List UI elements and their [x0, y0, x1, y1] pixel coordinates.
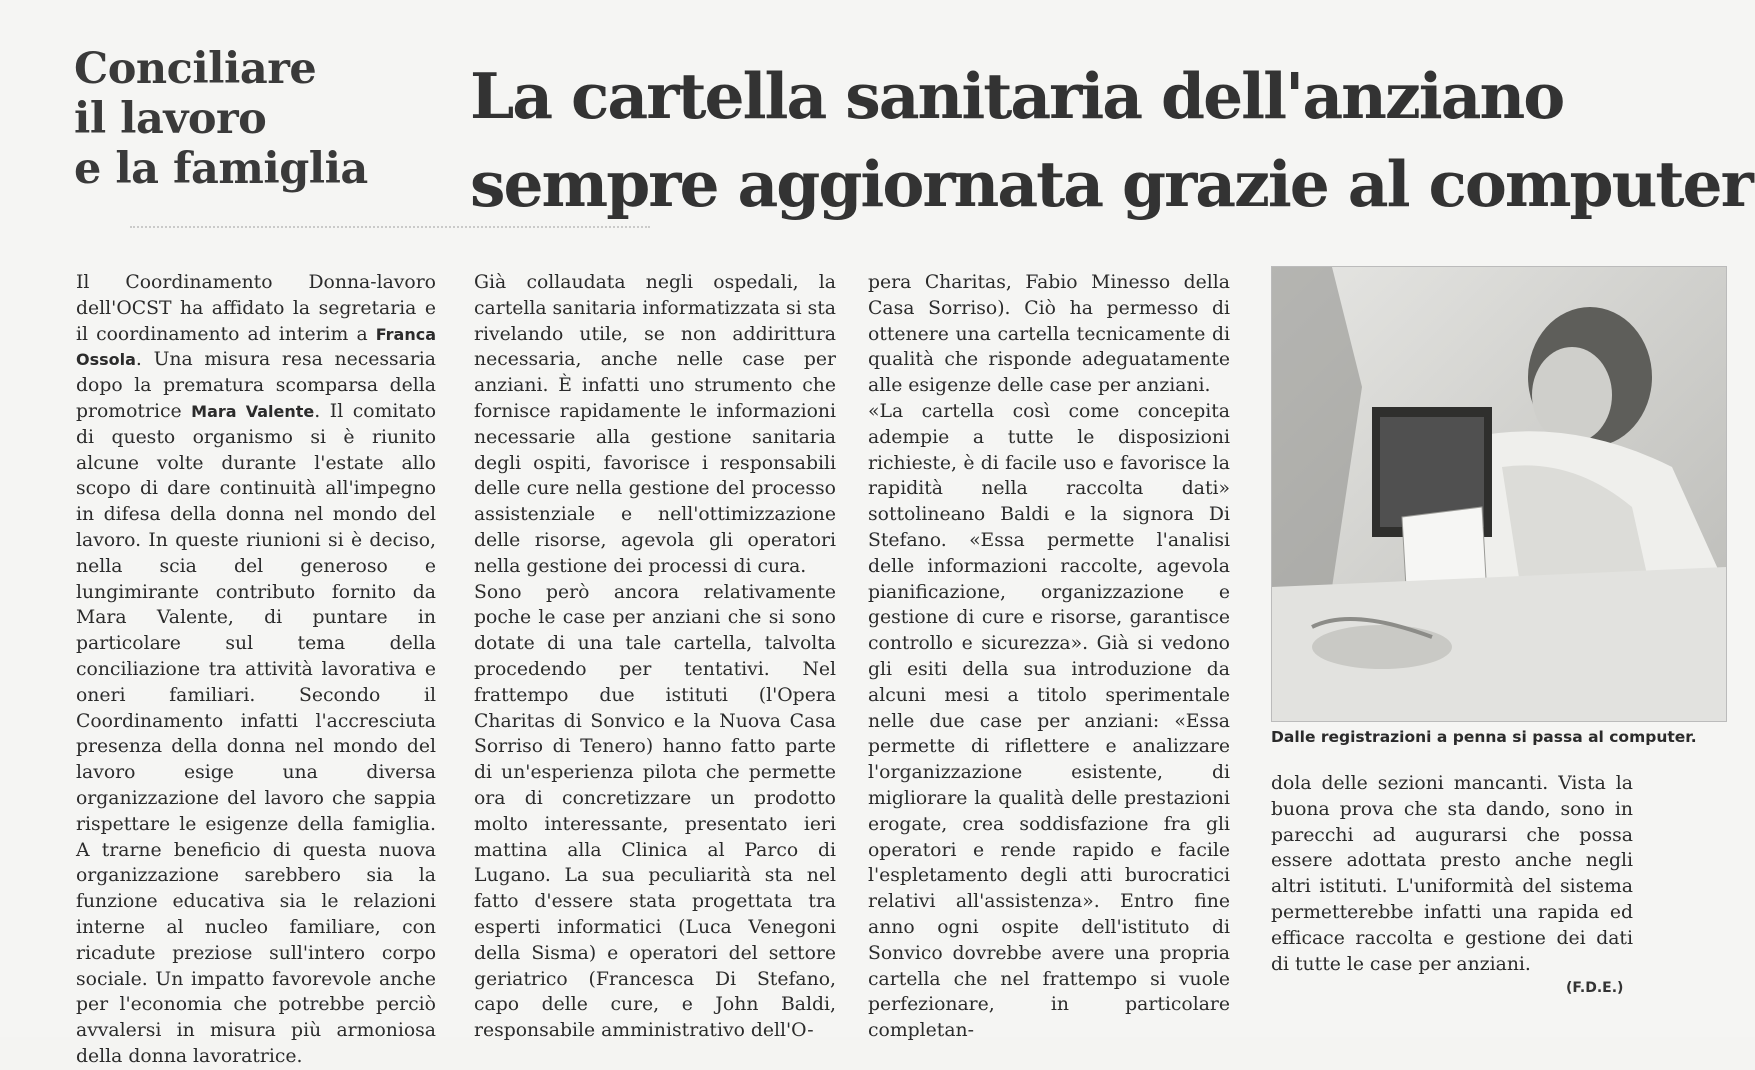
main-article-column-1 [474, 270, 836, 1044]
scan-artifact-strip [130, 226, 650, 238]
main-article-paragraph: dola delle sezioni mancanti. Vista la buona prova che sta dando, sono in parecchi ad augurarsi che possa essere adottata presto anche negli altri istituti. L'uniformità del sistema permetterebbe infatti una rapida ed efficace raccolta e gestione dei dati di tutte le case per anziani. [1271, 773, 1633, 975]
side-headline-line-2: il lavoro [74, 94, 267, 144]
side-article-headline [74, 44, 394, 194]
main-article-paragraph: «La cartella così come concepita adempie a tutte le disposizioni richieste, è di facile uso e favorisce la rapidità nella raccolta dati» sottolineano Baldi e la signora Di Stefano. «Essa permette l'analisi delle informazioni raccolte, agevola pianificazione, organizzazione e gestione di cure e risorse, garantisce controllo e sicurezza». Già si vedono gli esiti della sua introduzione da alcuni mesi a titolo sperimentale nelle due case per anziani: «Essa permette di riflettere e analizzare l'organizzazione esistente, di migliorare la qualità delle prestazioni erogate, crea soddisfazione fra gli operatori e rende rapido e facile l'espletamento degli atti burocratici relativi all'assistenza». Entro fine anno ogni ospite dell'istituto di Sonvico dovrebbe avere una propria cartella che nel frattempo si vuole perfezionare, in particolare completan- [868, 400, 1230, 1042]
person-name: Franca Ossola [76, 324, 436, 370]
main-article-paragraph: pera Charitas, Fabio Minesso della Casa Sorriso). Ciò ha permesso di ottenere una cartella tecnicamente di qualità che risponde adeguatamente alle esigenze delle case per anziani. [868, 272, 1230, 397]
side-article-body [76, 270, 436, 1070]
body-text: Il Coordinamento Donna-lavoro dell'OCST ha affidato la segretaria e il coordinamento ad interim a [76, 272, 436, 345]
side-headline-line-1: Conciliare [74, 44, 317, 94]
main-article-paragraph: Sono però ancora relativamente poche le case per anziani che si sono dotate di una tale cartella, talvolta procedendo per tentativi. Nel frattempo due istituti (l'Opera Charitas di Sonvico e la Nuova Casa Sorriso di Tenero) hanno fatto parte di un'esperienza pilota che permette ora di concretizzare un prodotto molto interessante, presentato ieri mattina alla Clinica al Parco di Lugano. La sua peculiarità sta nel fatto d'essere stata progettata tra esperti informatici (Luca Venegoni della Sisma) e operatori del settore geriatrico (Francesca Di Stefano, capo delle cure, e John Baldi, responsabile amministrativo dell'O- [474, 581, 836, 1042]
side-article-paragraph [76, 270, 436, 1070]
person-name: Mara Valente [191, 401, 315, 421]
main-article-column-2 [868, 270, 1230, 1044]
side-headline-line-3: e la famiglia [74, 144, 368, 194]
main-article-paragraph: Già collaudata negli ospedali, la cartella sanitaria informatizzata si sta rivelando utile, se non addirittura necessaria, anche nelle case per anziani. È infatti uno strumento che fornisce rapidamente le informazioni necessarie alla gestione sanitaria degli ospiti, favorisce i responsabili delle cure nella gestione del processo assistenziale e nell'ottimizzazione delle risorse, agevola gli operatori nella gestione dei processi di cura. [474, 272, 836, 577]
main-headline-line-2: sempre aggiornata grazie al computer [470, 147, 1752, 221]
photo-illustration [1272, 267, 1726, 721]
author-signature: (F.D.E.) [1566, 980, 1624, 996]
main-article-headline [470, 52, 1752, 228]
photo-caption: Dalle registrazioni a penna si passa al computer. [1271, 728, 1697, 746]
main-headline-line-1: La cartella sanitaria dell'anziano [470, 59, 1564, 133]
body-text: . Una misura resa necessaria dopo la prematura scomparsa della promotrice [76, 349, 436, 422]
main-article-column-3 [1271, 771, 1633, 977]
article-photo [1271, 266, 1727, 722]
body-text: . Il comitato di questo organismo si è riunito alcune volte durante l'estate allo scopo di dare continuità all'impegno in difesa della donna nel mondo del lavoro. In queste riunioni si è deciso, nella scia del generoso e lungimirante contributo fornito da Mara Valente, di puntare in particolare sul tema della conciliazione tra attività lavorativa e oneri familiari. Secondo il Coordinamento infatti l'accresciuta presenza della donna nel mondo del lavoro esige una diversa organizzazione del lavoro che sappia rispettare le esigenze della famiglia. A trarne beneficio di questa nuova organizzazione sarebbero sia la funzione educativa sia le relazioni interne al nucleo familiare, con ricadute preziose sull'intero corpo sociale. Un impatto favorevole anche per l'economia che potrebbe perciò avvalersi in misura più armoniosa della donna lavoratrice. [76, 400, 436, 1067]
